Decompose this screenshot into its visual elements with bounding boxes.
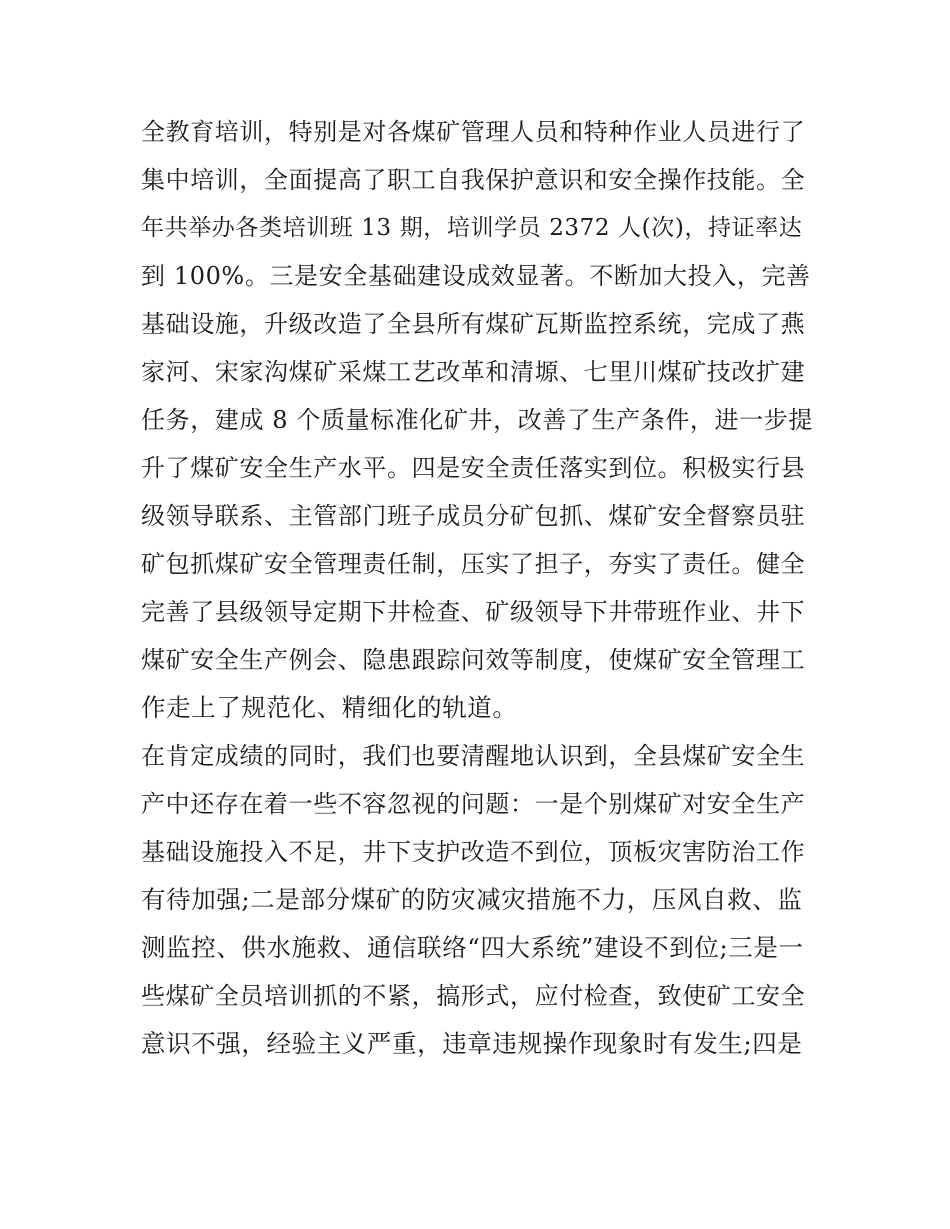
text-line: 完善了县级领导定期下井检查、矿级领导下井带班作业、井下 (141, 598, 806, 626)
text-line: 任务，建成 8 个质量标准化矿井，改善了生产条件，进一步提 (141, 406, 813, 434)
text-line: 级领导联系、主管部门班子成员分矿包抓、煤矿安全督察员驻 (141, 502, 806, 530)
text-line: 在肯定成绩的同时，我们也要清醒地认识到，全县煤矿安全生 (141, 742, 806, 770)
text-line: 集中培训，全面提高了职工自我保护意识和安全操作技能。全 (141, 166, 806, 194)
text-line: 些煤矿全员培训抓的不紧，搞形式，应付检查，致使矿工安全 (141, 982, 806, 1010)
text-line: 矿包抓煤矿安全管理责任制，压实了担子，夯实了责任。健全 (141, 550, 806, 578)
text-line: 产中还存在着一些不容忽视的问题：一是个别煤矿对安全生产 (141, 790, 806, 818)
text-line: 家河、宋家沟煤矿采煤工艺改革和清塬、七里川煤矿技改扩建 (141, 358, 806, 386)
text-line: 基础设施，升级改造了全县所有煤矿瓦斯监控系统，完成了燕 (141, 310, 806, 338)
text-line: 基础设施投入不足，井下支护改造不到位，顶板灾害防治工作 (141, 838, 806, 866)
text-line: 有待加强;二是部分煤矿的防灾减灾措施不力，压风自救、监 (141, 885, 803, 914)
text-line: 升了煤矿安全生产水平。四是安全责任落实到位。积极实行县 (141, 454, 806, 482)
text-line: 全教育培训，特别是对各煤矿管理人员和特种作业人员进行了 (141, 118, 806, 146)
text-line: 年共举办各类培训班 13 期，培训学员 2372 人(次)，持证率达 (141, 215, 803, 241)
text-line: 意识不强，经验主义严重，违章违规操作现象时有发生;四是 (141, 1029, 803, 1058)
text-line: 煤矿安全生产例会、隐患跟踪问效等制度，使煤矿安全管理工 (141, 646, 806, 674)
document-body (141, 108, 813, 1068)
text-line: 作走上了规范化、精细化的轨道。 (141, 693, 518, 722)
text-line: 测监控、供水施救、通信联络“四大系统”建设不到位;三是一 (141, 933, 804, 962)
text-line: 到 100%。三是安全基础建设成效显著。不断加大投入，完善 (141, 262, 811, 290)
